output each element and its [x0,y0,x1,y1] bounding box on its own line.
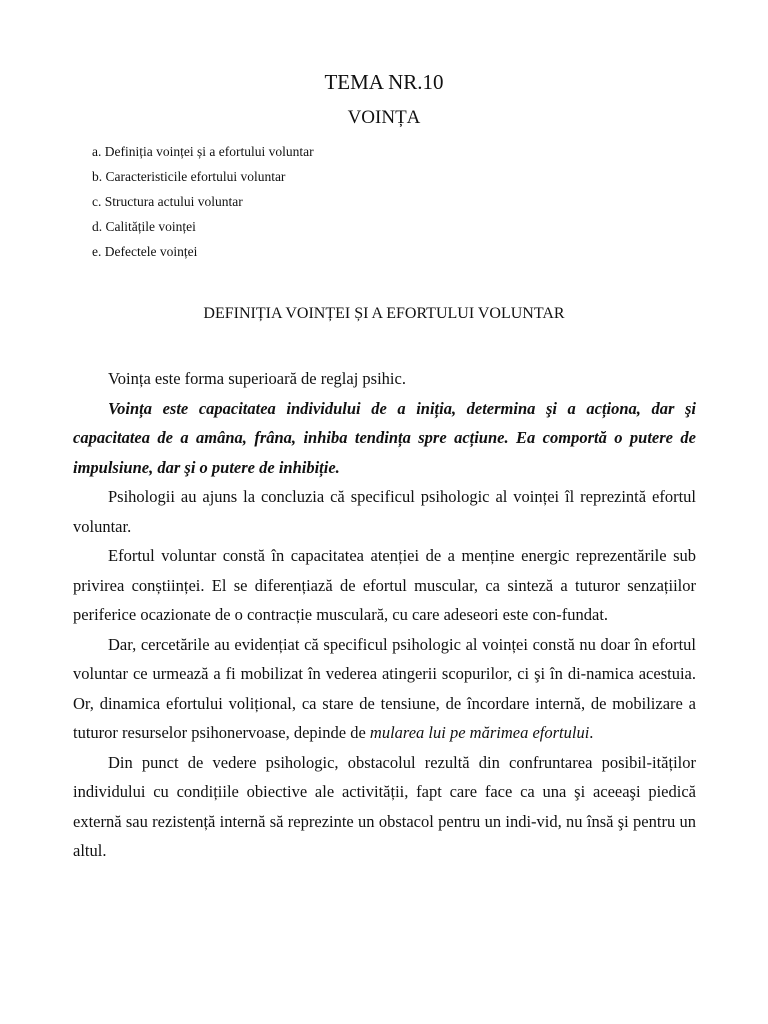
paragraph: Psihologii au ajuns la concluzia că specificul psihologic al voinței îl reprezintă efortul voluntar. [73,487,696,536]
paragraph-text: . [589,723,594,742]
document-subtitle: VOINȚA [347,107,421,128]
paragraph: Din punct de vedere psihologic, obstacolul rezultă din confruntarea posibil-ităților individului cu condițiile obiective ale activității, fapt care face ca una şi aceeaşi piedică externă sau rezistență internă să reprezinte un obstacol pentru un indi-vid, nu însă şi pentru un altul. [73,752,696,860]
list-item: a. Definiția voinței și a efortului voluntar [92,144,314,159]
list-item: b. Caracteristicile efortului voluntar [92,169,286,184]
paragraph-definition: Voința este capacitatea individului de a iniția, determina şi a acționa, dar şi capacitatea de a amâna, frâna, inhiba tendința spre acțiune. Ea comportă o putere de impulsiune, dar şi o putere de inhibiție. [73,398,696,477]
list-item: d. Calitățile voinței [92,219,196,234]
body-text [73,364,696,866]
paragraph: Efortul voluntar constă în capacitatea atenției de a menține energic reprezentările sub privirea conștiinței. El se diferențiază de efortul muscular, ca sinteză a tuturor senzațiilor periferice ocazionate de o contracție musculară, cu care adeseori este con-fundat. [73,546,696,624]
section-heading: DEFINIȚIA VOINȚEI ȘI A EFORTULUI VOLUNTAR [203,305,565,322]
topics-list [92,139,314,264]
paragraph: Voința este forma superioară de reglaj psihic. [108,369,406,388]
emphasis-text: mularea lui pe mărimea efortului [369,723,590,742]
list-item: c. Structura actului voluntar [92,194,243,209]
document-title: TEMA NR.10 [324,70,444,94]
paragraph-text: Dar, cercetările au evidențiat că specificul psihologic al voinței constă nu doar în efortul voluntar ce urmează a fi mobilizat în vederea atingerii scopurilor, ci şi în di-namica acestuia. Or, dinamica efortului volițional, ca stare de tensiune, de încordare internă, de mobilizare a tuturor resurselor psihonervoase, depinde de [73,634,696,742]
paragraph [73,630,696,748]
list-item: e. Defectele voinței [92,244,198,259]
